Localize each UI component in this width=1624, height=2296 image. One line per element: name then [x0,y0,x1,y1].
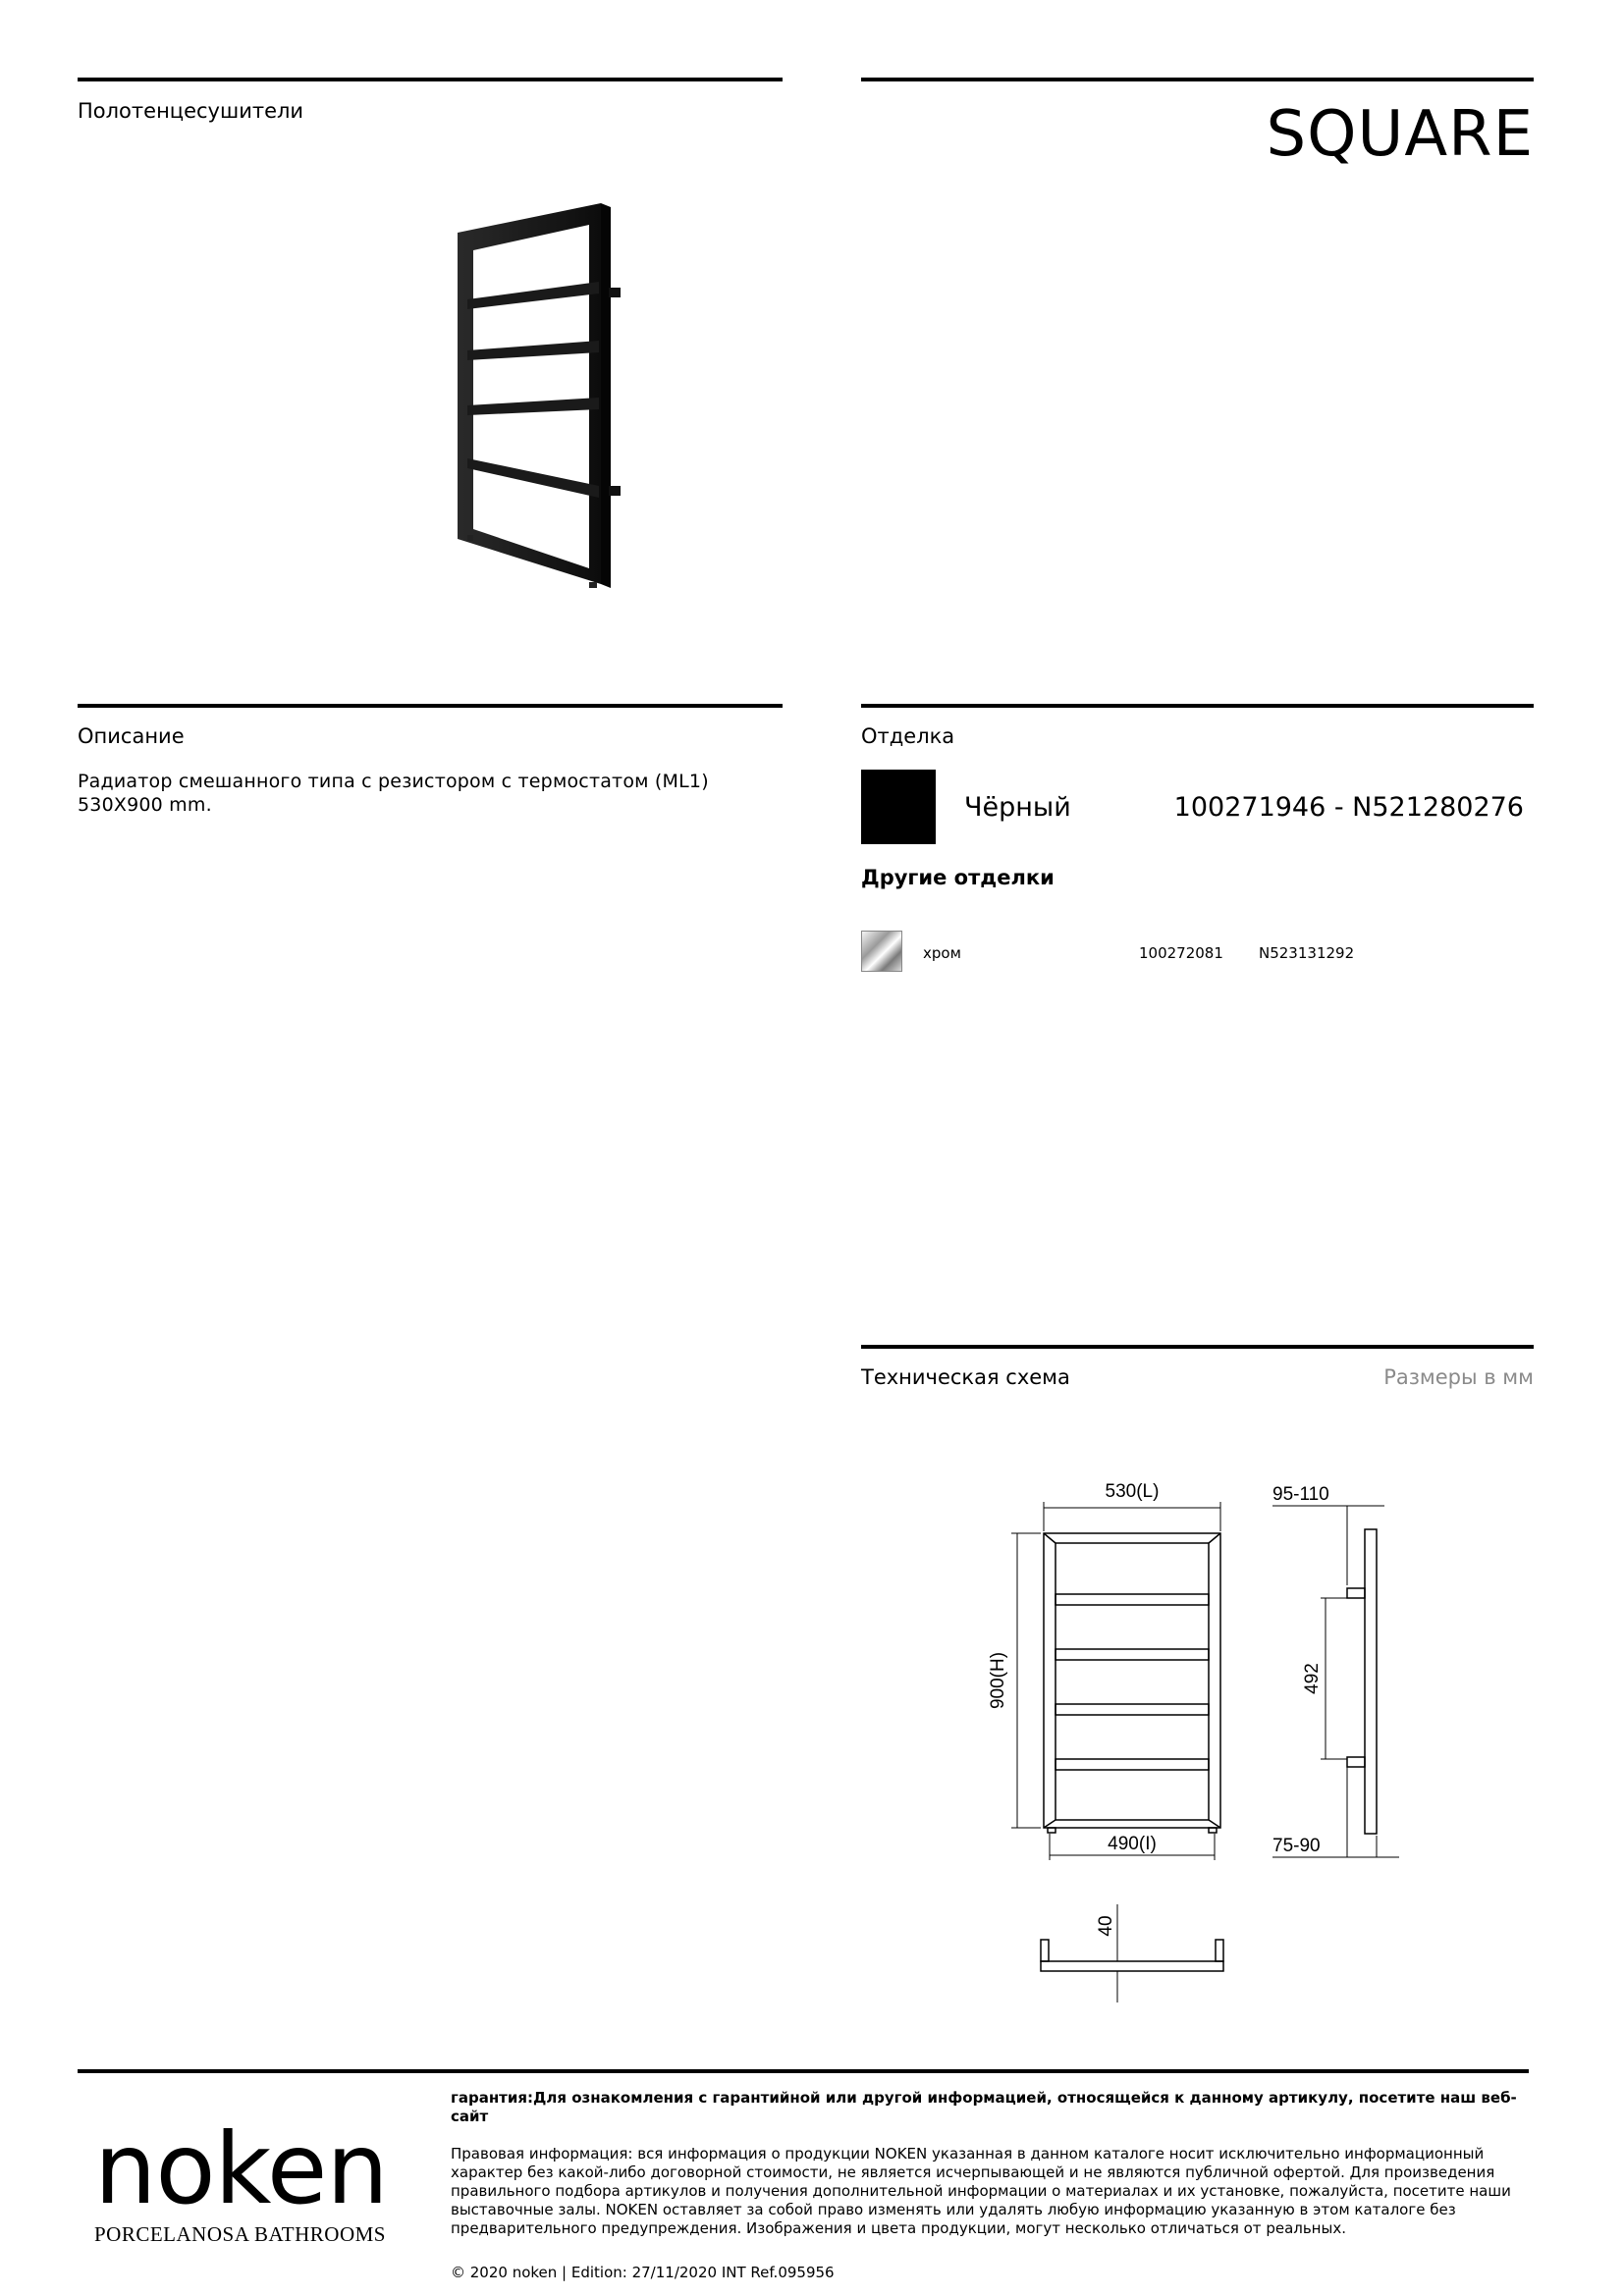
description-heading: Описание [78,724,185,748]
noken-logo [94,2111,418,2247]
dim-spacing: 492 [1302,1663,1323,1694]
finish-rule [861,704,1534,708]
other-finish-code1: 100272081 [1139,944,1223,962]
finish-swatch-black [861,770,936,844]
description-text: Радиатор смешанного типа с резистором с термостатом (ML1) 530X900 mm. [78,771,709,816]
product-image [432,191,648,594]
warranty-text: гарантия:Для ознакомления с гарантийной или другой информацией, относящейся к данному артикулу, посетите наш веб-сайт [451,2089,1517,2125]
finish-code: 100271946 - N521280276 [1173,792,1524,823]
logo-sub: PORCELANOSA BATHROOMS [94,2222,386,2246]
other-finishes-heading: Другие отделки [861,866,1055,889]
footer-rule [78,2069,1529,2073]
top-left-rule [78,78,783,81]
copyright: © 2020 noken | Edition: 27/11/2020 INT Ref.095956 [451,2264,835,2281]
dim-inner-width: 490(I) [1108,1834,1157,1854]
technical-rule [861,1345,1534,1349]
description-rule [78,704,783,708]
logo-word: noken [94,2111,388,2226]
units-label: Размеры в мм [1383,1365,1534,1389]
top-right-rule [861,78,1534,81]
legal-text: Правовая информация: вся информация о продукции NOKEN указанная в данном каталоге носит исключительно информационный характер без какой-либо договорной стоимости, не является исчерпывающей и не являются публичной офертой. Для произведения правильного подбора артикулов и получения дополнительной информации о материалах и их установке, пожалуйста, посетите наши выставочные залы. NOKEN оставляет за собой право изменять или удалять любую информацию указанную в этом каталоге без предварительного предупреждения. Изображения и цвета продукции, могут несколько отличаться от реальных. [451,2145,1511,2237]
dim-height: 900(H) [988,1651,1008,1710]
technical-heading: Техническая схема [861,1365,1070,1389]
finish-name: Чёрный [964,792,1071,823]
dim-plan-depth: 40 [1096,1915,1116,1937]
dim-depth-top: 95-110 [1272,1484,1329,1505]
other-finish-code2: N523131292 [1259,944,1355,962]
technical-drawing [982,1472,1414,2012]
category-label: Полотенцесушители [78,99,304,123]
other-finish-name: хром [923,944,961,962]
dim-width: 530(L) [1105,1481,1160,1502]
finish-heading: Отделка [861,724,955,748]
dim-depth-bottom: 75-90 [1272,1836,1321,1856]
finish-swatch-chrome[interactable] [861,931,902,972]
product-title: SQUARE [1266,98,1534,171]
